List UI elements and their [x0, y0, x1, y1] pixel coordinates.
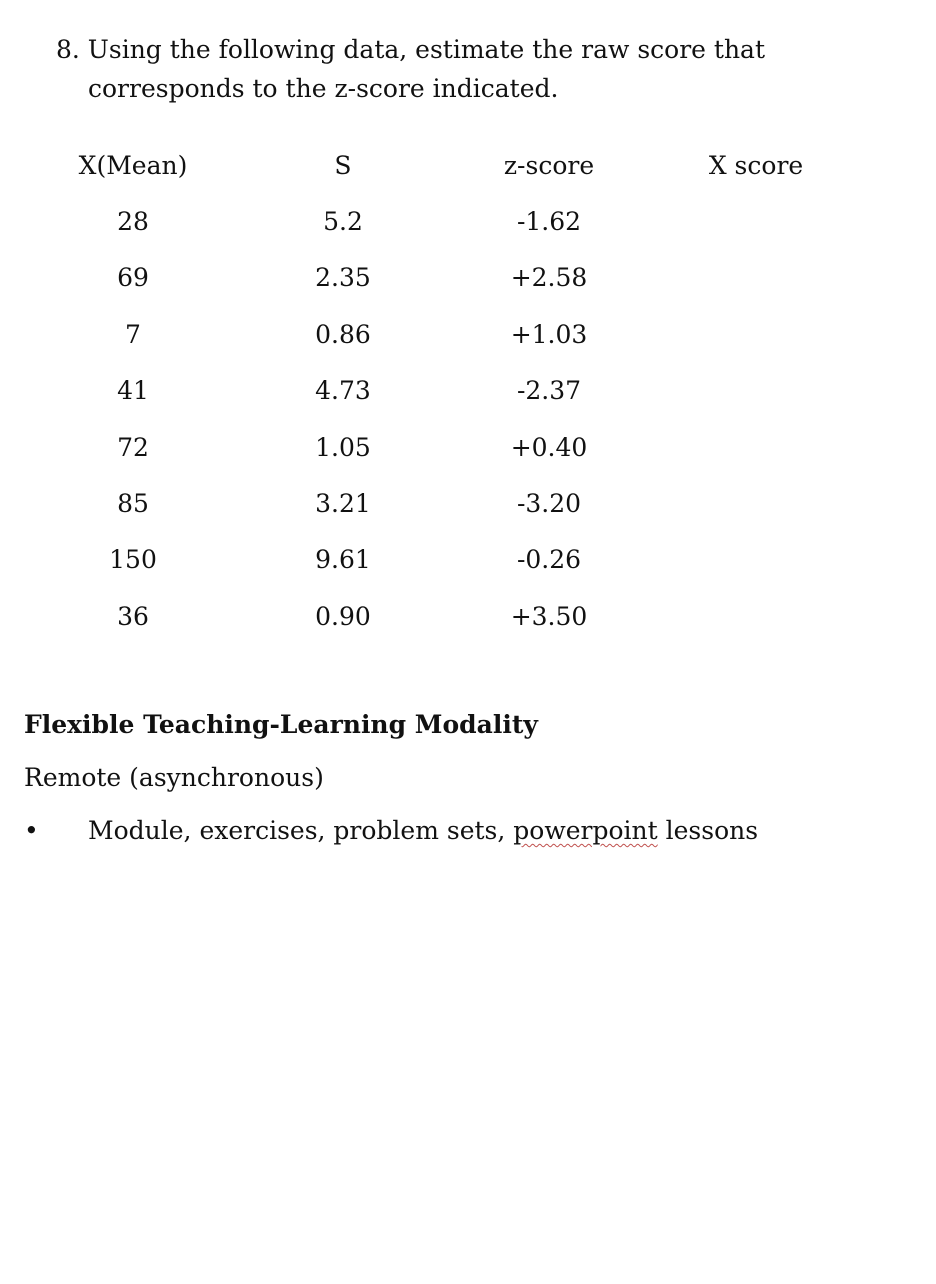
cell-s: 0.90 — [315, 601, 371, 631]
header-x-score: X score — [708, 150, 804, 180]
cell-mean: 85 — [117, 489, 149, 519]
table-header-row — [30, 137, 864, 193]
cell-mean: 28 — [117, 207, 149, 237]
table-row — [30, 363, 864, 419]
cell-z-score: -3.20 — [516, 489, 582, 519]
cell-x-score — [648, 363, 864, 419]
cell-s: 5.2 — [323, 207, 363, 237]
question-text — [56, 30, 856, 108]
cell-s: 3.21 — [315, 489, 371, 519]
cell-z-score: -2.37 — [516, 376, 582, 406]
bullet-icon: • — [24, 816, 39, 845]
cell-s: 4.73 — [315, 376, 371, 406]
question-line-2: corresponds to the z-score indicated. — [88, 74, 559, 103]
question-line-1: 8. Using the following data, estimate the raw score that — [56, 35, 766, 64]
table-row — [30, 250, 864, 306]
cell-x-score — [648, 306, 864, 362]
cell-mean: 7 — [125, 319, 141, 349]
bullet-text-before: Module, exercises, problem sets, — [88, 816, 514, 845]
table-row — [30, 193, 864, 249]
header-mean: X(Mean) — [78, 150, 188, 180]
cell-z-score: -0.26 — [516, 545, 582, 575]
header-s: S — [334, 150, 352, 180]
table-row — [30, 475, 864, 531]
cell-s: 0.86 — [315, 319, 371, 349]
section-title: Flexible Teaching-Learning Modality — [24, 710, 538, 739]
table-row — [30, 588, 864, 644]
table-row — [30, 306, 864, 362]
cell-z-score: -1.62 — [516, 207, 582, 237]
cell-s: 9.61 — [315, 545, 371, 575]
data-table — [30, 137, 864, 645]
cell-z-score: +2.58 — [510, 263, 588, 293]
modality-text: Remote (asynchronous) — [24, 763, 324, 792]
table-row — [30, 532, 864, 588]
spellcheck-flagged-word[interactable]: powerpoint — [513, 816, 658, 845]
cell-x-score — [648, 588, 864, 644]
cell-x-score — [648, 419, 864, 475]
cell-mean: 72 — [117, 432, 149, 462]
table-row — [30, 419, 864, 475]
bullet-text-after: lessons — [657, 816, 759, 845]
header-z-score: z-score — [503, 150, 595, 180]
cell-s: 1.05 — [315, 432, 371, 462]
cell-z-score: +3.50 — [510, 601, 588, 631]
cell-s: 2.35 — [315, 263, 371, 293]
bullet-list-item — [24, 816, 758, 845]
cell-x-score — [648, 193, 864, 249]
cell-z-score: +1.03 — [510, 319, 588, 349]
cell-mean: 36 — [117, 601, 149, 631]
cell-mean: 41 — [117, 376, 149, 406]
cell-x-score — [648, 475, 864, 531]
cell-z-score: +0.40 — [510, 432, 588, 462]
cell-x-score — [648, 532, 864, 588]
cell-mean: 150 — [109, 545, 157, 575]
cell-x-score — [648, 250, 864, 306]
cell-mean: 69 — [117, 263, 149, 293]
